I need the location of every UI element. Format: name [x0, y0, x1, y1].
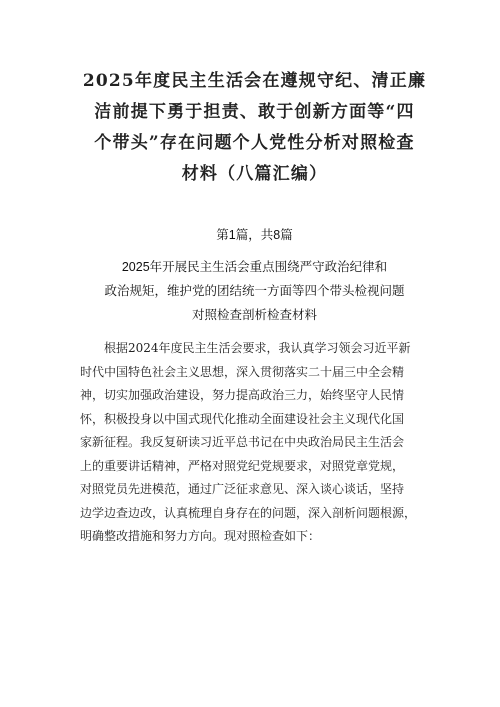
body-paragraph	[80, 337, 429, 549]
body-line: 明确整改措施和努力方向。现对照检查如下：	[80, 529, 321, 543]
document-title	[80, 66, 429, 190]
title-line: 个带头”存在问题个人党性分析对照检查	[94, 133, 415, 153]
body-line: 对照党员先进模范，通过广泛征求意见、深入谈心谈话，坚持	[80, 482, 405, 496]
body-line: 家新征程。我反复研读习近平总书记在中央政治局民主生活会	[80, 435, 405, 449]
subtitle-line: 政治规矩，维护党的团结统一方面等四个带头检视问题	[104, 284, 405, 298]
title-line: 材料（八篇汇编）	[181, 164, 328, 184]
subtitle-line: 2025年开展民主生活会重点围绕严守政治纪律和	[121, 260, 388, 274]
title-line: 2025年度民主生活会在遵规守纪、清正廉	[82, 71, 427, 91]
part-label: 第1篇，共8篇	[216, 228, 293, 242]
body-line: 上的重要讲话精神，严格对照党纪党规要求，对照党章党规，	[80, 458, 405, 473]
body-line: 时代中国特色社会主义思想，深入贯彻落实二十届三中全会精	[80, 364, 405, 379]
body-line: 边学边查边改，认真梳理自身存在的问题，深入剖析问题根源，	[80, 505, 417, 520]
title-line: 洁前提下勇于担责、敢于创新方面等“四	[94, 102, 415, 122]
subtitle-line: 对照检查剖析检查材料	[191, 308, 317, 322]
section-subtitle	[80, 255, 429, 327]
body-line: 根据2024年度民主生活会要求，我认真学习领会习近平新	[104, 341, 411, 355]
body-line: 怀，积极投身以中国式现代化推动全面建设社会主义现代化国	[80, 411, 405, 426]
body-line: 神，切实加强政治建设，努力提高政治三力，始终坚守人民情	[80, 388, 405, 402]
